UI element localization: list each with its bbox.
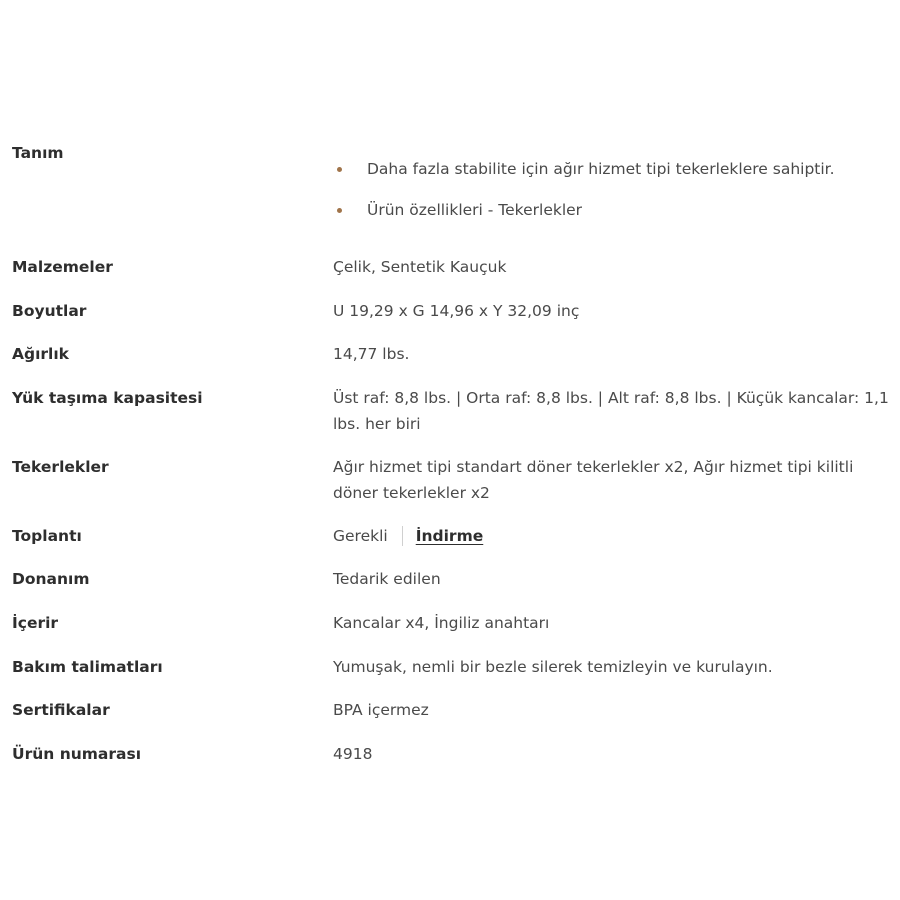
spec-value-hardware: Tedarik edilen — [333, 570, 441, 589]
spec-label-materials: Malzemeler — [12, 258, 113, 276]
spec-value-includes: Kancalar x4, İngiliz anahtarı — [333, 613, 550, 632]
spec-label-capacity: Yük taşıma kapasitesi — [12, 388, 203, 407]
spec-value-description — [333, 140, 896, 238]
spec-row-description — [12, 140, 896, 254]
spec-row-hardware — [12, 566, 896, 610]
spec-label-assembly: Toplantı — [12, 526, 82, 545]
description-bullet: Daha fazla stabilite için ağır hizmet tipi tekerleklere sahiptir. — [333, 156, 896, 182]
spec-label-wheels: Tekerlekler — [12, 457, 109, 476]
assembly-divider — [402, 526, 403, 546]
spec-label-includes: İçerir — [12, 613, 59, 632]
spec-value-care: Yumuşak, nemli bir bezle silerek temizleyin ve kurulayın. — [333, 657, 773, 676]
spec-label-care: Bakım talimatları — [12, 657, 163, 676]
spec-value-materials: Çelik, Sentetik Kauçuk — [333, 258, 507, 276]
spec-label-weight: Ağırlık — [12, 345, 69, 364]
spec-label-dimensions: Boyutlar — [12, 301, 87, 320]
description-bullet-list — [333, 140, 896, 223]
spec-row-care — [12, 654, 896, 698]
spec-value-product-number: 4918 — [333, 744, 373, 763]
spec-row-includes — [12, 610, 896, 654]
spec-value-weight: 14,77 lbs. — [333, 345, 410, 364]
spec-row-dimensions — [12, 298, 896, 342]
assembly-required-text: Gerekli — [333, 526, 388, 545]
description-bullet: Ürün özellikleri - Tekerlekler — [333, 197, 896, 223]
spec-row-weight — [12, 341, 896, 385]
spec-value-dimensions: U 19,29 x G 14,96 x Y 32,09 inç — [333, 301, 580, 320]
spec-label-hardware: Donanım — [12, 570, 90, 589]
assembly-download-link[interactable]: İndirme — [415, 526, 484, 545]
spec-row-certifications — [12, 697, 896, 741]
spec-value-capacity: Üst raf: 8,8 lbs. | Orta raf: 8,8 lbs. | Alt raf: 8,8 lbs. | Küçük kancalar: 1,1 lbs. her biri — [333, 388, 889, 433]
spec-label-description: Tanım — [12, 144, 64, 162]
spec-row-capacity — [12, 385, 896, 454]
spec-row-product-number — [12, 741, 896, 785]
spec-row-materials — [12, 254, 896, 298]
spec-value-wheels: Ağır hizmet tipi standart döner tekerlekler x2, Ağır hizmet tipi kilitli döner tekerlekler x2 — [333, 457, 854, 502]
spec-row-wheels — [12, 454, 896, 523]
spec-row-assembly — [12, 523, 896, 567]
product-specs-table — [12, 140, 896, 784]
spec-value-certifications: BPA içermez — [333, 701, 429, 720]
spec-label-product-number: Ürün numarası — [12, 744, 142, 763]
spec-value-assembly — [333, 523, 896, 549]
spec-label-certifications: Sertifikalar — [12, 701, 110, 720]
